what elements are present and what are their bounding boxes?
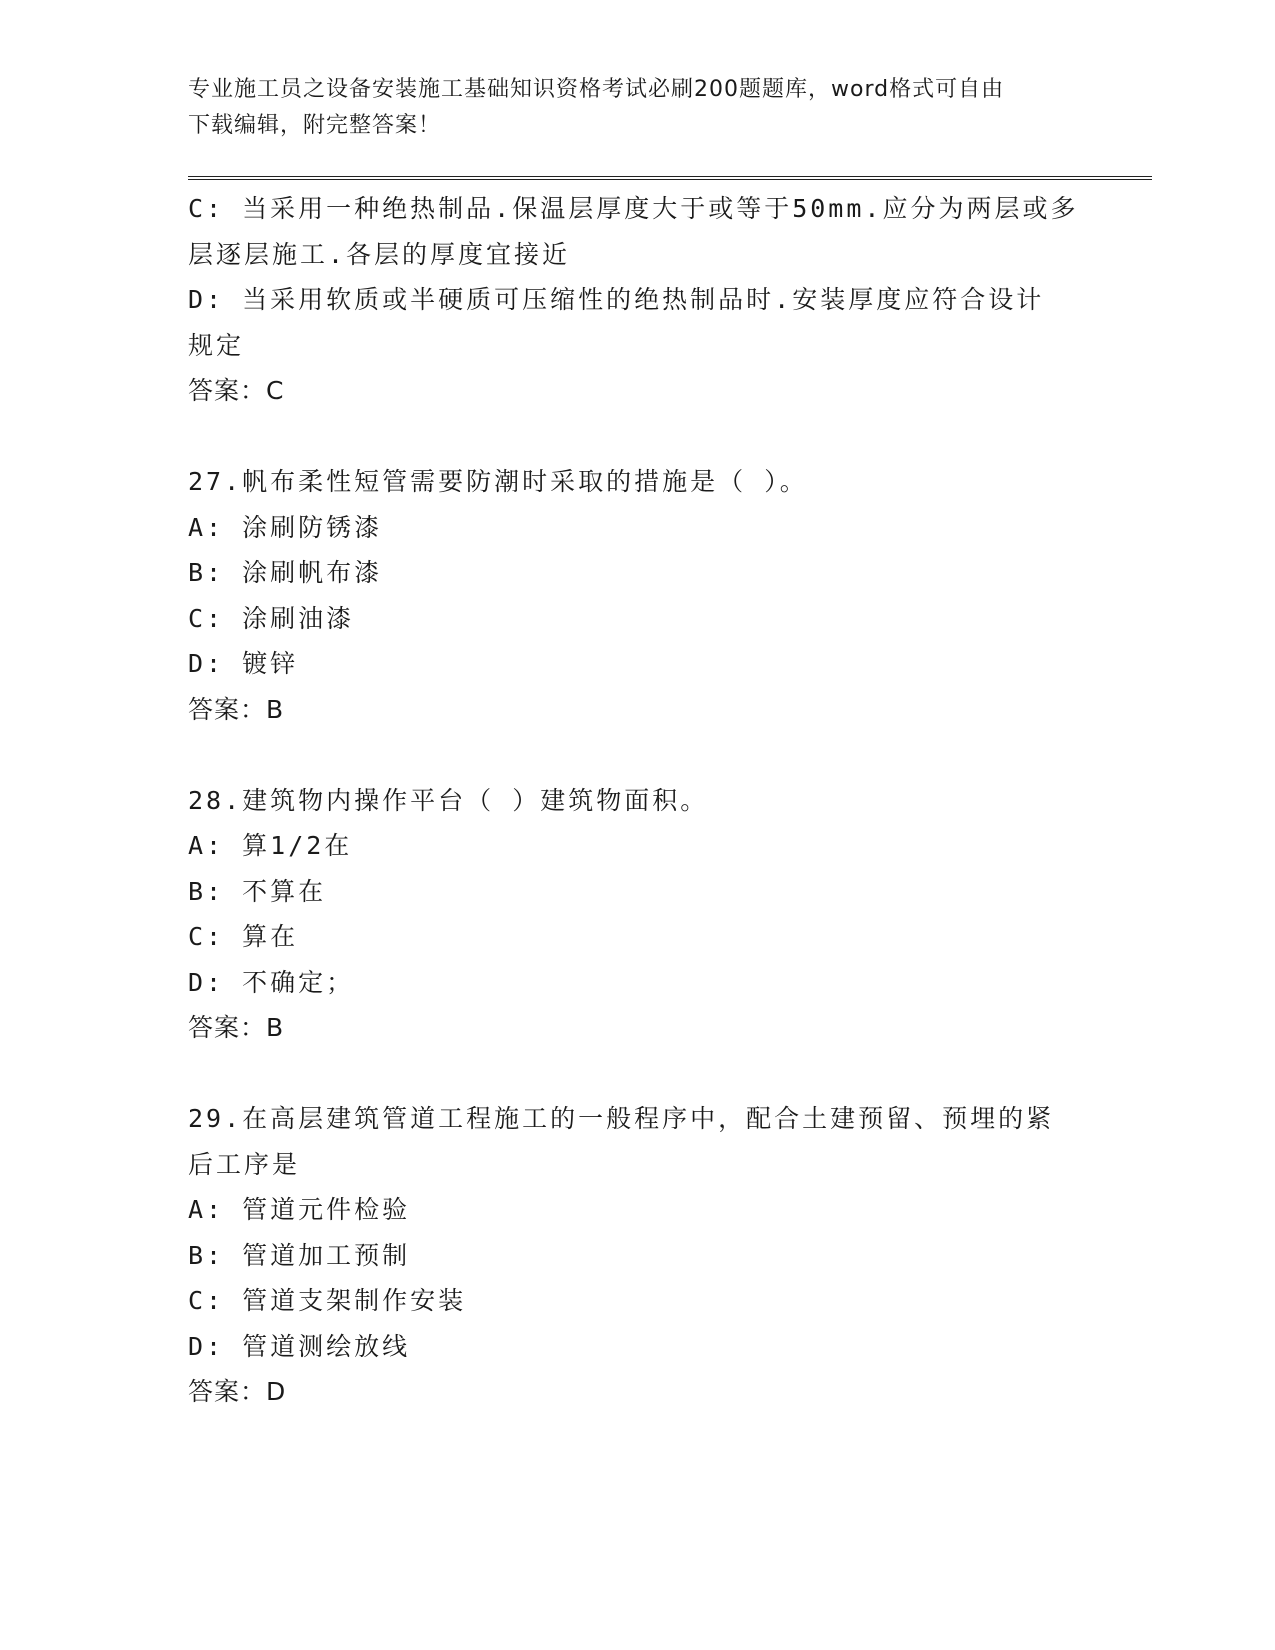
answer-label: 答案：C [188, 376, 285, 405]
spacer [188, 414, 1088, 460]
option-d: D: 管道测绘放线 [188, 1331, 411, 1361]
question-stem-line-1: 29.在高层建筑管道工程施工的一般程序中，配合土建预留、预埋的紧 [188, 1104, 1055, 1133]
answer-label: 答案：B [188, 694, 285, 724]
option-d: D: 不确定； [188, 967, 355, 997]
option-b: B: 涂刷帆布漆 [188, 558, 383, 587]
answer-label: 答案：D [188, 1377, 287, 1406]
spacer [188, 732, 1088, 778]
option-c: C: 涂刷油漆 [188, 603, 355, 633]
question-stem: 27.帆布柔性短管需要防潮时采取的措施是（ ）。 [188, 467, 808, 496]
option-b: B: 管道加工预制 [188, 1240, 411, 1270]
option-c-line-1: C: 当采用一种绝热制品.保温层厚度大于或等于50mm.应分为两层或多 [188, 194, 1079, 223]
spacer [188, 1051, 1088, 1097]
question-stem-line-2: 后工序是 [188, 1149, 301, 1179]
question-content [188, 186, 1088, 1415]
option-c: C: 管道支架制作安装 [188, 1286, 467, 1315]
option-c-line-2: 层逐层施工.各层的厚度宜接近 [188, 239, 571, 269]
option-b: B: 不算在 [188, 876, 327, 906]
option-a: A: 涂刷防锈漆 [188, 512, 383, 542]
header-divider [188, 176, 1152, 180]
option-a: A: 算1/2在 [188, 831, 353, 860]
question-stem: 28.建筑物内操作平台（ ）建筑物面积。 [188, 785, 709, 815]
option-c: C: 算在 [188, 922, 299, 951]
answer-label: 答案：B [188, 1013, 285, 1042]
option-d-line-1: D: 当采用软质或半硬质可压缩性的绝热制品时.安装厚度应符合设计 [188, 285, 1045, 314]
option-d: D: 镀锌 [188, 649, 299, 678]
document-header [188, 72, 1068, 144]
option-d-line-2: 规定 [188, 330, 245, 360]
header-title-line-1: 专业施工员之设备安装施工基础知识资格考试必刷200题题库，word格式可自由 [188, 77, 1005, 102]
header-title-line-2: 下载编辑，附完整答案！ [188, 113, 442, 138]
option-a: A: 管道元件检验 [188, 1195, 411, 1224]
